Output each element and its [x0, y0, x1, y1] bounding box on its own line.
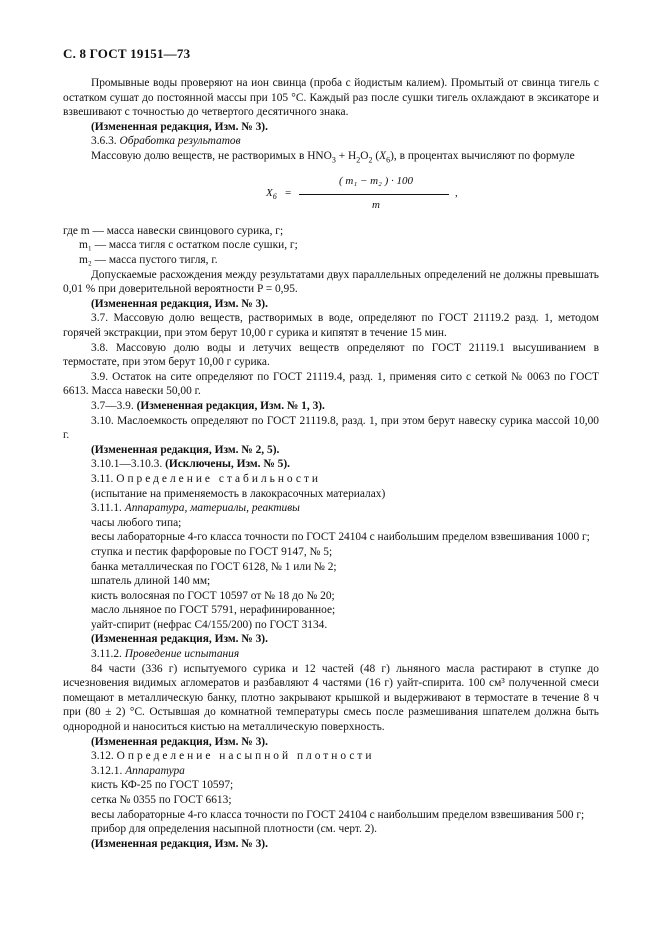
edition-note: (Измененная редакция, Изм. № 3).: [91, 120, 268, 133]
paragraph-3-9: 3.9. Остаток на сите определяют по ГОСТ 21119.4, разд. 1, применяя сито с сеткой № 0063 по ГОСТ 6613. Масса навески 50,00 г.: [63, 370, 599, 398]
paragraph-test-procedure: 84 части (336 г) испытуемого сурика и 12 частей (48 г) льняного масла растирают в ступке до исчезновения видимых агломератов и разбавляют 4 частями (16 г) уайт-спирита. 100 см³ полученной смеси помещают в металлическую банку, плотно закрывают крышкой и выдерживают в термостате в течение 8 ч при (80 ± 2) °С. Остывшая до комнатной температуры смесь после размешивания шпателем должна быть однородной и наноситься кистью на металлическую поверхность.: [63, 662, 599, 734]
list-item: масло льняное по ГОСТ 5791, нерафинированное;: [91, 604, 336, 617]
definition-m: где m — масса навески свинцового сурика, г;: [63, 224, 284, 237]
subscript: 2: [368, 155, 373, 165]
formula-numerator: ( m₁ − m₂ ) · 100: [338, 174, 414, 187]
edition-note: (Измененная редакция, Изм. № 3).: [91, 735, 268, 748]
formula-comma: ,: [455, 186, 458, 199]
paragraph-3-8: 3.8. Массовую долю воды и летучих веществ определяют по ГОСТ 21119.1 высушиванием в термостате, при этом берут 10,00 г сурика.: [63, 341, 599, 369]
subscript: 6: [386, 155, 391, 165]
subscript: 3: [331, 155, 336, 165]
formula-variable: X: [266, 186, 273, 199]
formula-equals: =: [285, 186, 292, 199]
section-note: (испытание на применяемость в лакокрасочных материалах): [91, 487, 386, 500]
edition-note: (Измененная редакция, Изм. № 3).: [91, 633, 268, 646]
section-number: 3.6.3.: [91, 135, 117, 148]
section-title: Проведение испытания: [124, 648, 240, 661]
section-number: 3.10.1—3.10.3.: [91, 458, 163, 471]
section-title: Определение насыпной плотности: [116, 750, 375, 763]
page-header: С. 8 ГОСТ 19151—73: [63, 46, 191, 61]
section-heading-3-11: [63, 472, 599, 487]
text-run: Массовую долю веществ, не растворимых в HNO: [91, 149, 332, 162]
paragraph-tolerance: Допускаемые расхождения между результатами двух параллельных определений не должны превышать 0,01 % при доверительной вероятности P = 0,95.: [63, 268, 599, 296]
list-item: весы лабораторные 4-го класса точности по ГОСТ 24104 с наибольшим пределом взвешивания 500 г;: [91, 808, 585, 821]
section-heading-3-6-3: [63, 134, 599, 149]
formula-denominator: m: [372, 198, 380, 211]
list-item: кисть волосяная по ГОСТ 10597 от № 18 до № 20;: [91, 589, 335, 602]
list-item: весы лабораторные 4-го класса точности по ГОСТ 24104 с наибольшим пределом взвешивания 1000 г;: [91, 531, 590, 544]
section-number: 3.11.1.: [91, 502, 122, 515]
section-title: Обработка результатов: [119, 135, 241, 148]
paragraph-mass-fraction: [63, 149, 599, 168]
section-number: 3.7—3.9.: [91, 399, 134, 412]
section-heading-3-11-2: [63, 647, 599, 662]
subscript: 2: [356, 155, 361, 165]
list-item: прибор для определения насыпной плотности (см. черт. 2).: [91, 823, 378, 836]
edition-note-3-7-3-9: [63, 399, 599, 414]
text-run: + H: [335, 149, 357, 162]
list-item: уайт-спирит (нефрас С4/155/200) по ГОСТ 3134.: [91, 618, 328, 631]
document-body: [63, 76, 599, 851]
section-number: 3.11.2.: [91, 648, 122, 661]
formula-subscript: 6: [272, 192, 277, 202]
fraction-bar: [299, 194, 449, 195]
formula-x6: [63, 174, 599, 220]
section-number: 3.11.: [91, 472, 114, 485]
section-title: Аппаратура, материалы, реактивы: [124, 502, 300, 515]
section-number: 3.12.: [91, 750, 114, 763]
section-heading-3-11-1: [63, 501, 599, 516]
list-item: банка металлическая по ГОСТ 6128, № 1 или № 2;: [91, 560, 337, 573]
variable: X: [379, 149, 387, 162]
list-item: кисть КФ-25 по ГОСТ 10597;: [91, 779, 234, 792]
section-heading-3-12-1: [63, 764, 599, 779]
excluded-note-3-10-1: [63, 457, 599, 472]
paragraph-3-7: 3.7. Массовую долю веществ, растворимых в воде, определяют по ГОСТ 21119.2 разд. 1, методом горячей экстракции, при этом берут 10,00 г сурика и кипятят в течение 15 мин.: [63, 312, 599, 339]
list-item: сетка № 0355 по ГОСТ 6613;: [91, 794, 232, 806]
list-item: шпатель длиной 140 мм;: [91, 575, 211, 588]
text-run: ), в процентах вычисляют по формуле: [390, 149, 575, 162]
section-title: Аппаратура: [125, 764, 185, 777]
section-heading-3-12: [63, 749, 599, 764]
paragraph-3-10: 3.10. Маслоемкость определяют по ГОСТ 21119.8, разд. 1, при этом берут навеску сурика массой 10,00 г.: [63, 414, 599, 442]
list-item: часы любого типа;: [91, 516, 182, 529]
edition-note: (Измененная редакция, Изм. № 3).: [91, 837, 268, 850]
definition-m1: m₁ — масса тигля с остатком после сушки, г;: [79, 239, 298, 252]
excluded-text: (Исключены, Изм. № 5).: [165, 458, 290, 471]
list-item: ступка и пестик фарфоровые по ГОСТ 9147, № 5;: [91, 545, 333, 558]
edition-note: (Измененная редакция, Изм. № 3).: [91, 297, 268, 310]
section-number: 3.12.1.: [91, 764, 123, 777]
definition-m2: m₂ — масса пустого тигля, г.: [79, 254, 218, 267]
edition-text: (Измененная редакция, Изм. № 1, 3).: [136, 399, 325, 412]
edition-note: (Измененная редакция, Изм. № 2, 5).: [91, 443, 280, 456]
paragraph-washing: Промывные воды проверяют на ион свинца (проба с йодистым калием). Промытый от свинца тигель с остатком сушат до постоянной массы при 105 °С. Каждый раз после сушки тигель охлаждают в эксикаторе и взвешивают с точностью до четвертого десятичного знака.: [63, 77, 599, 119]
text-run: (: [372, 149, 380, 162]
section-title: Определение стабильности: [116, 472, 322, 485]
formula-lhs: [266, 186, 277, 205]
text-run: O: [360, 149, 369, 162]
